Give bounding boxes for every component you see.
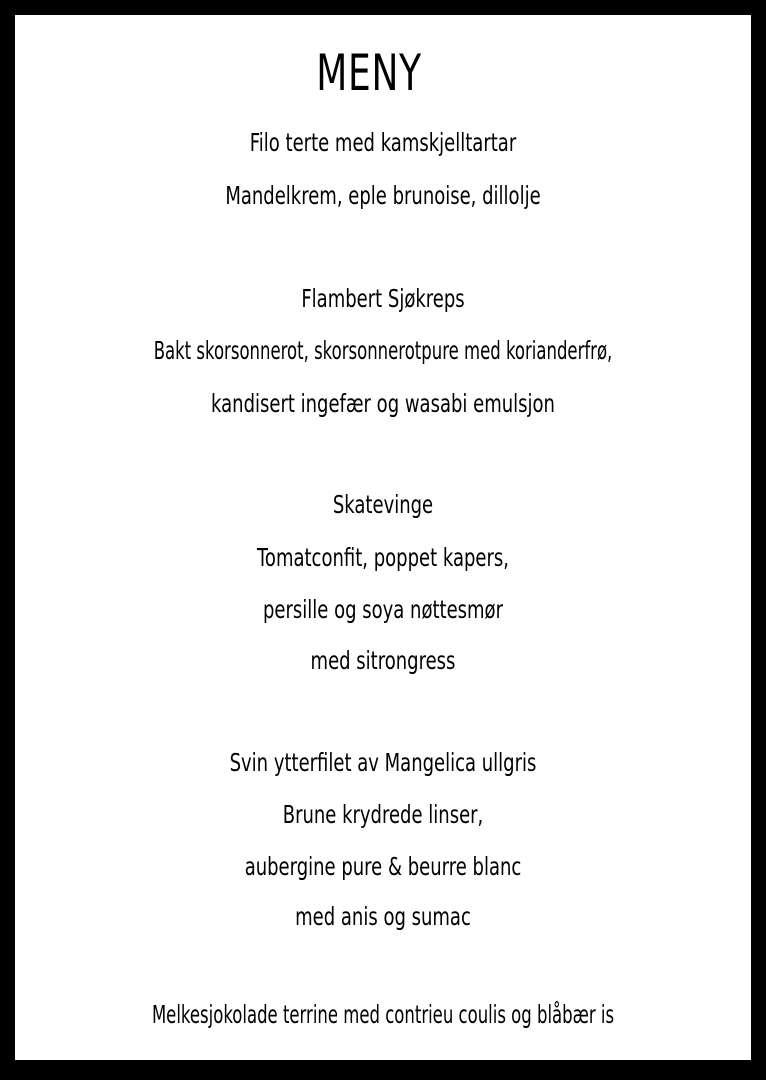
course-4-description-line-2: aubergine pure & beurre blanc (244, 852, 522, 881)
course-3-description-line-3: med sitrongress (310, 646, 456, 675)
course-2-name: Flambert Sjøkreps (301, 284, 465, 313)
course-1-name: Filo terte med kamskjelltartar (249, 128, 517, 157)
course-2-description-line-1: Bakt skorsonnerot, skorsonnerotpure med korianderfrø, (153, 336, 613, 365)
course-4-description-line-1: Brune krydrede linser, (282, 800, 484, 829)
course-3-name: Skatevinge (332, 490, 434, 519)
course-3-description-line-2: persille og soya nøttesmør (263, 595, 503, 624)
course-5-name: Melkesjokolade terrine med contrieu coulis og blåbær is (151, 1000, 615, 1029)
course-1-description: Mandelkrem, eple brunoise, dillolje (225, 181, 541, 210)
course-3-description-line-1: Tomatconfit, poppet kapers, (256, 543, 509, 572)
menu-card (15, 15, 751, 1060)
course-4-name: Svin ytterfilet av Mangelica ullgris (229, 748, 537, 777)
course-2-description-line-2: kandisert ingefær og wasabi emulsjon (211, 389, 555, 418)
course-4-description-line-3: med anis og sumac (295, 902, 471, 931)
menu-title: MENY (316, 44, 422, 102)
